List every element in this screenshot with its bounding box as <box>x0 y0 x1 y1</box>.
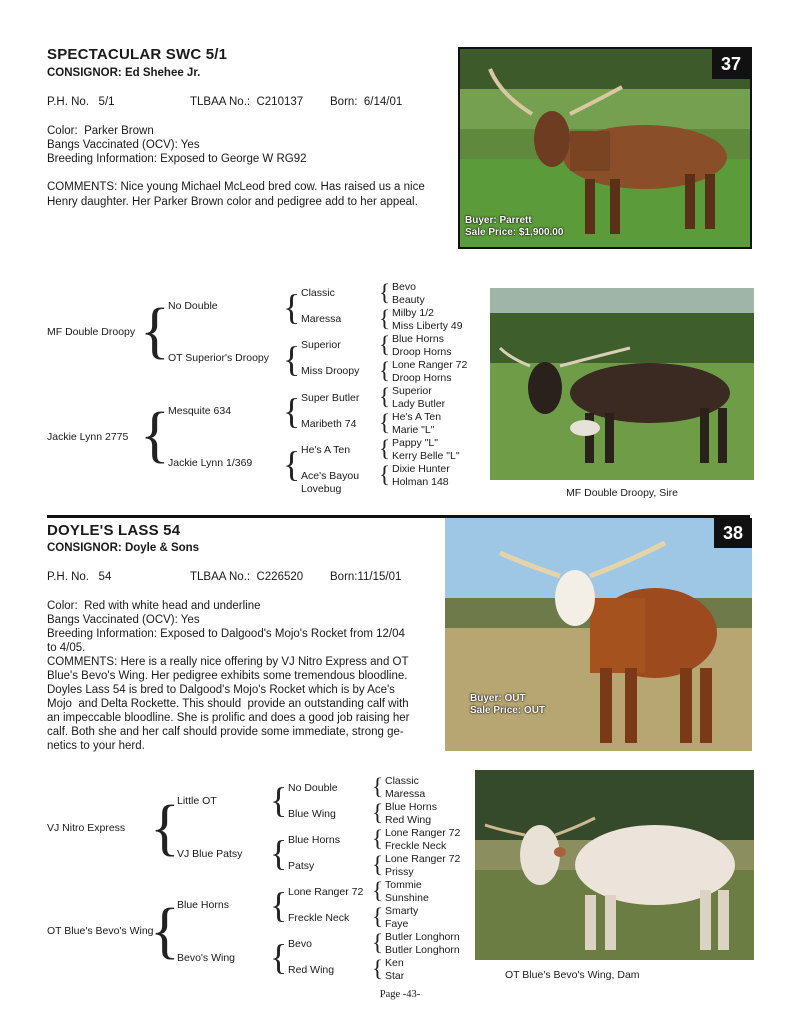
sire-caption: MF Double Droopy, Sire <box>566 487 678 499</box>
pedigree-g2: No Double <box>168 300 218 312</box>
pedigree-g4: Miss Liberty 49 <box>392 320 463 332</box>
pedigree-sire: MF Double Droopy <box>47 326 136 338</box>
tlbaa-number: TLBAA No.: C210137 <box>190 96 304 108</box>
pedigree-g4: Faye <box>385 918 409 930</box>
pedigree-g4: Lone Ranger 72 <box>385 853 461 865</box>
pedigree-g4: Butler Longhorn <box>385 931 460 943</box>
tlbaa-number: TLBAA No.: C226520 <box>190 571 304 583</box>
pedigree-g4: Prissy <box>385 866 414 878</box>
pedigree-g2: Bevo's Wing <box>177 952 236 964</box>
pedigree-g3: Maressa <box>301 313 342 325</box>
dam-photo <box>475 770 754 960</box>
pedigree-g4: Lady Butler <box>392 398 446 410</box>
dam-caption: OT Blue's Bevo's Wing, Dam <box>505 969 640 981</box>
pedigree-g2: OT Superior's Droopy <box>168 352 270 364</box>
pedigree-g4: Bevo <box>392 281 416 293</box>
pedigree-g3: Ace's Bayou <box>301 470 360 482</box>
born-date: Born:11/15/01 <box>330 571 402 583</box>
comments: an impeccable bloodline. She is prolific and does a good job raising her <box>47 712 410 724</box>
bangs-info: Bangs Vaccinated (OCV): Yes <box>47 614 200 626</box>
pedigree-g3: Maribeth 74 <box>301 418 357 430</box>
pedigree-g3: Patsy <box>288 860 315 872</box>
comments: Mojo and Delta Rockette. This should provide an outstanding calf with <box>47 698 409 710</box>
born-date: Born: 6/14/01 <box>330 96 403 108</box>
cow-photo <box>445 518 752 751</box>
pedigree-g4: Beauty <box>392 294 425 306</box>
pedigree-g4: Butler Longhorn <box>385 944 460 956</box>
pedigree-g3: Blue Horns <box>288 834 340 846</box>
bangs-info: Bangs Vaccinated (OCV): Yes <box>47 139 200 151</box>
page-number: Page -43- <box>379 989 421 1000</box>
pedigree-g2: Little OT <box>177 795 217 807</box>
pedigree-g3: He's A Ten <box>301 444 351 456</box>
comments: netics to your herd. <box>47 740 145 752</box>
color-info: Color: Red with white head and underline <box>47 600 261 612</box>
pedigree-g3: Lone Ranger 72 <box>288 886 364 898</box>
breeding-info: Breeding Information: Exposed to Dalgood's Mojo's Rocket from 12/04 <box>47 628 405 640</box>
comments: COMMENTS: Nice young Michael McLeod bred cow. Has raised us a nice Henry daughter. Her Parker Brown color and pedigree add to her appeal. <box>47 181 425 208</box>
pedigree-g3: Bevo <box>288 938 312 950</box>
pedigree-g4: Sunshine <box>385 892 429 904</box>
breeding-info: to 4/05. <box>47 642 86 654</box>
pedigree-dam: OT Blue's Bevo's Wing <box>47 925 154 937</box>
consignor: CONSIGNOR: Doyle & Sons <box>47 542 200 554</box>
pedigree-g2: Jackie Lynn 1/369 <box>168 457 253 469</box>
pedigree-g4: Milby 1/2 <box>392 307 435 319</box>
pedigree-g4: Ken <box>385 957 404 969</box>
pedigree-g4: Marie "L" <box>392 424 435 436</box>
pedigree-g3: Red Wing <box>288 964 335 976</box>
lot-number-badge: 37 <box>712 49 750 79</box>
pedigree-g4: Star <box>385 970 405 982</box>
pedigree-g3: Lovebug <box>301 483 342 495</box>
lot-title: DOYLE'S LASS 54 <box>47 522 181 539</box>
pedigree-g4: Blue Horns <box>385 801 437 813</box>
pedigree-g4: Red Wing <box>385 814 432 826</box>
pedigree-dam: Jackie Lynn 2775 <box>47 431 129 443</box>
pedigree-g3: Super Butler <box>301 392 360 404</box>
lot-title: SPECTACULAR SWC 5/1 <box>47 46 228 63</box>
pedigree-g4: Maressa <box>385 788 426 800</box>
consignor: CONSIGNOR: Ed Shehee Jr. <box>47 67 201 79</box>
pedigree-g4: Kerry Belle "L" <box>392 450 460 462</box>
pedigree-g4: Pappy "L" <box>392 437 438 449</box>
pedigree-g4: Dixie Hunter <box>392 463 450 475</box>
comments: Blue's Bevo's Wing. Her pedigree exhibits some tremendous bloodline. <box>47 670 408 682</box>
comments: calf. Both she and her calf should provide some immediate, strong ge- <box>47 726 404 738</box>
pedigree-g3: Classic <box>301 287 335 299</box>
buyer-label: Buyer: Parrett <box>465 215 532 226</box>
ph-number: P.H. No. 5/1 <box>47 96 115 108</box>
pedigree-g3: Blue Wing <box>288 808 336 820</box>
ph-number: P.H. No. 54 <box>47 571 112 583</box>
sale-price-label: Sale Price: OUT <box>470 705 546 716</box>
pedigree-g3: Superior <box>301 339 341 351</box>
pedigree-g2: Mesquite 634 <box>168 405 232 417</box>
pedigree-g4: Freckle Neck <box>385 840 447 852</box>
pedigree-g4: Holman 148 <box>392 476 449 488</box>
sale-price-label: Sale Price: $1,900.00 <box>465 227 564 238</box>
pedigree-g4: Classic <box>385 775 419 787</box>
pedigree-sire: VJ Nitro Express <box>47 822 126 834</box>
sire-photo <box>490 288 754 480</box>
pedigree-g4: Lone Ranger 72 <box>392 359 468 371</box>
lot-number-badge: 38 <box>714 518 752 548</box>
pedigree-g4: Smarty <box>385 905 419 917</box>
buyer-label: Buyer: OUT <box>470 693 526 704</box>
pedigree-g4: Lone Ranger 72 <box>385 827 461 839</box>
pedigree-g4: He's A Ten <box>392 411 442 423</box>
pedigree-g2: VJ Blue Patsy <box>177 848 243 860</box>
pedigree-g3: Freckle Neck <box>288 912 350 924</box>
pedigree-g4: Superior <box>392 385 432 397</box>
breeding-info: Breeding Information: Exposed to George W RG92 <box>47 153 307 165</box>
pedigree-g4: Tommie <box>385 879 422 891</box>
comments: Doyles Lass 54 is bred to Dalgood's Mojo's Rocket which is by Ace's <box>47 684 395 696</box>
pedigree-g4: Droop Horns <box>392 346 452 358</box>
pedigree-g3: Miss Droopy <box>301 365 360 377</box>
comments: COMMENTS: Here is a really nice offering by VJ Nitro Express and OT <box>47 656 409 668</box>
pedigree-g2: Blue Horns <box>177 899 229 911</box>
pedigree-g4: Droop Horns <box>392 372 452 384</box>
pedigree-g3: No Double <box>288 782 338 794</box>
color-info: Color: Parker Brown <box>47 125 154 137</box>
cow-photo <box>458 47 752 249</box>
pedigree-g4: Blue Horns <box>392 333 444 345</box>
